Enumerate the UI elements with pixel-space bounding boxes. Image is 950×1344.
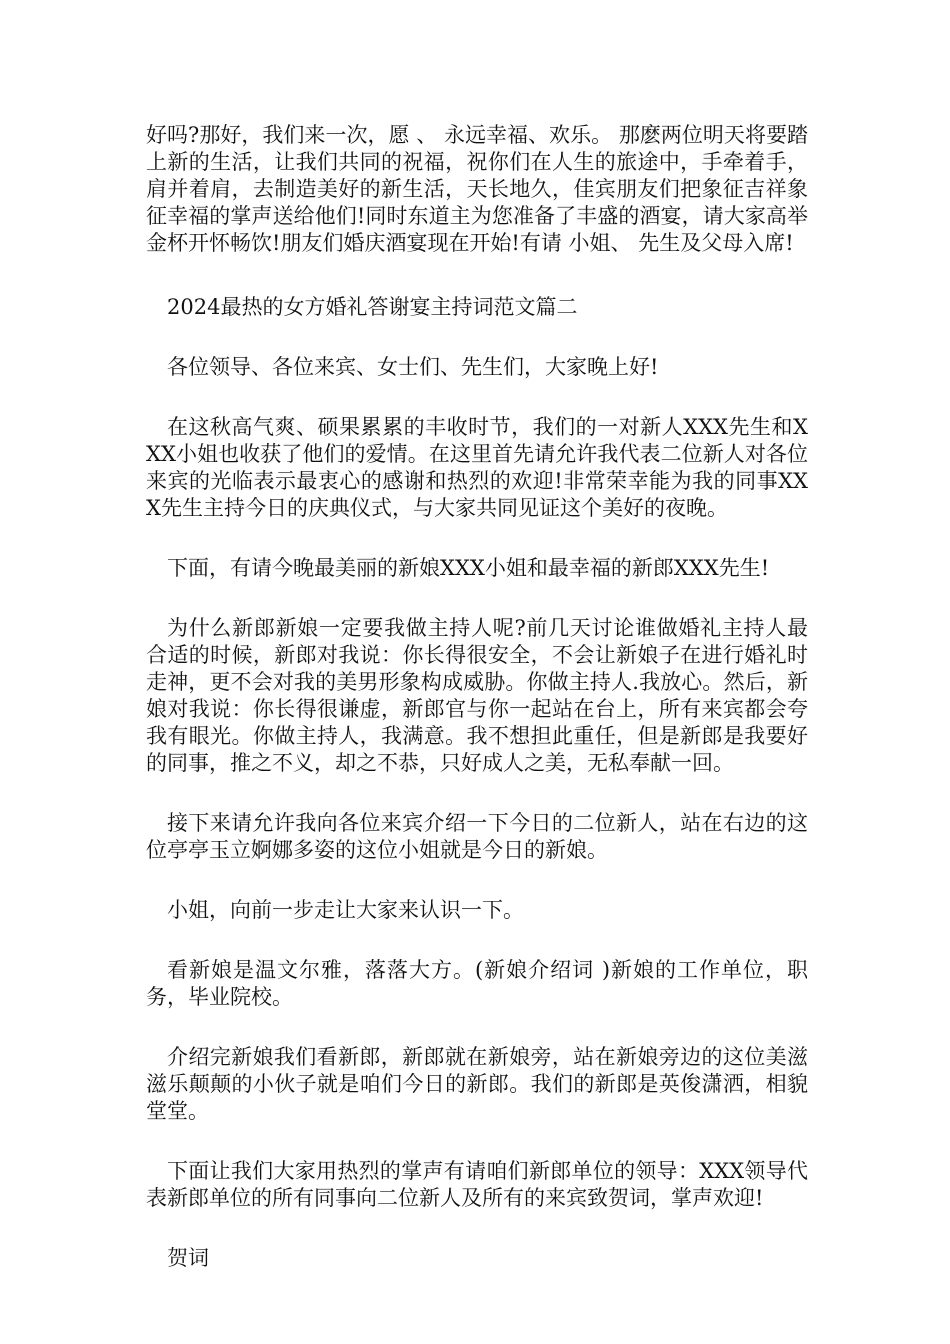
paragraph-invite-couple: 下面，有请今晚最美丽的新娘XXX小姐和最幸福的新郎XXX先生! [167, 556, 770, 580]
paragraph-introduce-couple: 接下来请允许我向各位来宾介绍一下今日的二位新人，站在右边的这位亭亭玉立婀娜多姿的这位小姐就是今日的新娘。 [146, 811, 808, 862]
paragraph-continued: 好吗?那好，我们来一次，愿 、 永远幸福、欢乐。 那麽两位明天将要踏上新的生活，让我们共同的祝福，祝你们在人生的旅途中，手牵着手，肩并着肩，去制造美好的新生活，天长地久，佳宾朋友们把象征吉祥象征幸福的掌声送给他们!同时东道主为您准备了丰盛的酒宴，请大家高举金杯开怀畅饮!朋友们婚庆酒宴现在开始!有请 小姐、 先生及父母入席! [146, 123, 808, 255]
document-body [146, 122, 808, 1305]
paragraph-intro: 在这秋高气爽、硕果累累的丰收时节，我们的一对新人XXX先生和XXX小姐也收获了他们的爱情。在这里首先请允许我代表二位新人对各位来宾的光临表示最衷心的感谢和热烈的欢迎!非常荣幸能为我的同事XXX先生主持今日的庆典仪式，与大家共同见证这个美好的夜晚。 [146, 415, 808, 520]
section-heading: 2024最热的女方婚礼答谢宴主持词范文篇二 [167, 295, 578, 319]
paragraph-congratulations: 贺词 [167, 1246, 209, 1270]
paragraph-bride-step-forward: 小姐，向前一步走让大家来认识一下。 [167, 898, 524, 922]
paragraph-groom-description: 介绍完新娘我们看新郎，新郎就在新娘旁，站在新娘旁边的这位美滋滋乐颠颠的小伙子就是咱们今日的新郎。我们的新郎是英俊潇洒，相貌堂堂。 [146, 1045, 808, 1123]
paragraph-leader-speech: 下面让我们大家用热烈的掌声有请咱们新郎单位的领导：XXX领导代表新郎单位的所有同事向二位新人及所有的来宾致贺词，掌声欢迎! [146, 1159, 808, 1210]
paragraph-greeting: 各位领导、各位来宾、女士们、先生们，大家晚上好! [167, 355, 659, 379]
paragraph-why-host: 为什么新郎新娘一定要我做主持人呢?前几天讨论谁做婚礼主持人最合适的时候，新郎对我说：你长得很安全，不会让新娘子在进行婚礼时走神，更不会对我的美男形象构成威胁。你做主持人.我放心。然后，新娘对我说：你长得很谦虚，新郎官与你一起站在台上，所有来宾都会夸我有眼光。你做主持人，我满意。我不想担此重任，但是新郎是我要好的同事，推之不义，却之不恭，只好成人之美，无私奉献一回。 [146, 616, 808, 775]
paragraph-bride-description: 看新娘是温文尔雅，落落大方。(新娘介绍词 )新娘的工作单位，职务，毕业院校。 [146, 958, 808, 1009]
